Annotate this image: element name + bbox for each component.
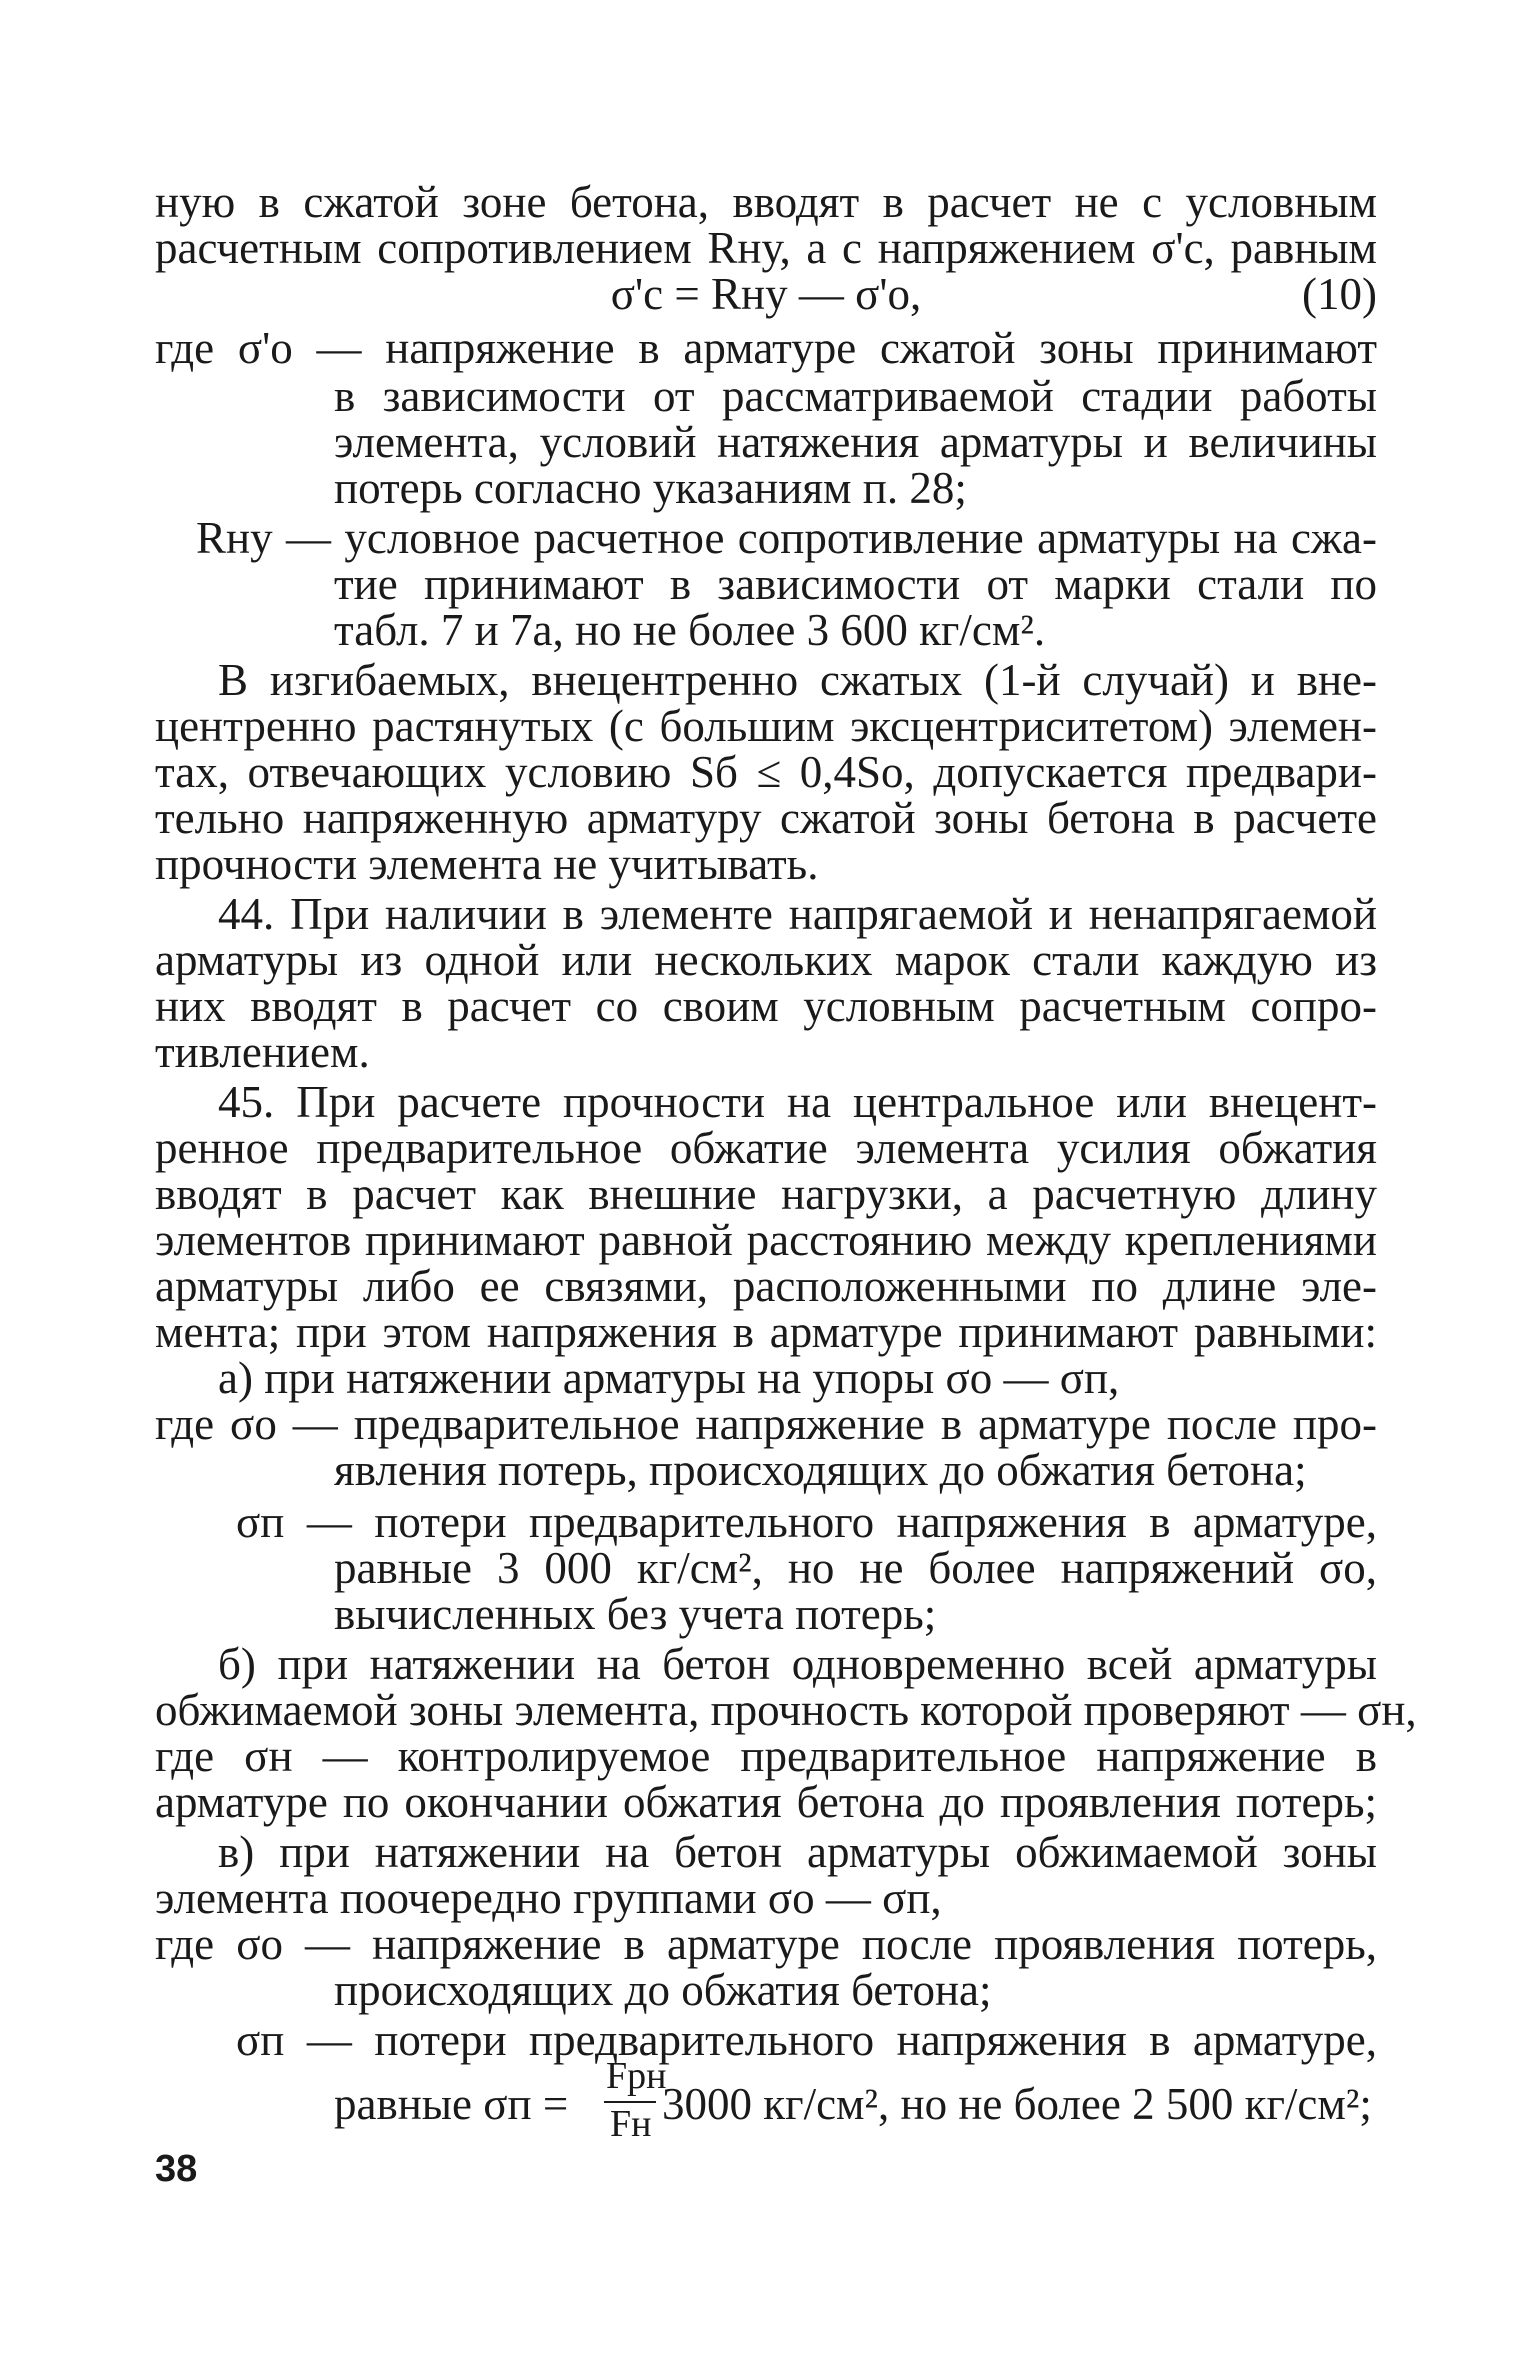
equation-10: σ'с = Rну — σ'о, [610,269,922,319]
text-line: происходящих до обжатия бетона; [334,1965,992,2015]
text-line: обжимаемой зоны элемента, прочность которой проверяют — σн, [155,1685,1417,1735]
text-line: мента; при этом напряжения в арматуре принимают равными: [155,1307,1377,1357]
text-line: 45. При расчете прочности на центральное или внецент- [218,1077,1377,1127]
text-line: элемента, условий натяжения арматуры и величины [334,417,1377,467]
text-line: равные 3 000 кг/см², но не более напряжений σо, [334,1543,1377,1593]
text-line: вводят в расчет как внешние нагрузки, а расчетную длину [155,1169,1377,1219]
text-line: тие принимают в зависимости от марки стали по [334,559,1377,609]
text-line: В изгибаемых, внецентренно сжатых (1-й случай) и вне- [218,655,1377,705]
text-line: ную в сжатой зоне бетона, вводят в расчет не с условным [155,177,1377,227]
text-line: где σо — предварительное напряжение в арматуре после про- [155,1399,1377,1449]
text-line: в зависимости от рассматриваемой стадии работы [334,371,1377,421]
text-line: в) при натяжении на бетон арматуры обжимаемой зоны [218,1827,1377,1877]
text-line: Rну — условное расчетное сопротивление арматуры на сжа- [196,513,1377,563]
text-line: них вводят в расчет со своим условным расчетным сопро- [155,981,1377,1031]
formula-prefix: равные σп = [334,2079,569,2129]
text-line: потерь согласно указаниям п. 28; [334,463,967,513]
text-line: элементов принимают равной расстоянию между креплениями [155,1215,1377,1265]
text-line: арматуры либо ее связями, расположенными по длине эле- [155,1261,1377,1311]
text-line: тельно напряженную арматуру сжатой зоны бетона в расчете [155,793,1377,843]
text-line: ренное предварительное обжатие элемента усилия обжатия [155,1123,1377,1173]
text-line: тивлением. [155,1027,370,1077]
text-line: где σн — контролируемое предварительное напряжение в [155,1731,1377,1781]
text-line: 44. При наличии в элементе напрягаемой и ненапрягаемой [218,889,1377,939]
text-line: арматуре по окончании обжатия бетона до проявления потерь; [155,1777,1377,1827]
text-line: σп — потери предварительного напряжения в арматуре, [236,1497,1377,1547]
text-line: явления потерь, происходящих до обжатия бетона; [334,1445,1307,1495]
text-line: арматуры из одной или нескольких марок стали каждую из [155,935,1377,985]
equation-number: (10) [1302,269,1377,319]
text-line: расчетным сопротивлением Rну, а с напряжением σ'с, равным [155,223,1377,273]
text-line: где σо — напряжение в арматуре после проявления потерь, [155,1919,1377,1969]
text-line: б) при натяжении на бетон одновременно всей арматуры [218,1639,1377,1689]
text-line: центренно растянутых (с большим эксцентриситетом) элемен- [155,701,1377,751]
formula-suffix: 3000 кг/см², но не более 2 500 кг/см²; [662,2079,1372,2129]
text-line: вычисленных без учета потерь; [334,1589,937,1639]
text-line: а) при натяжении арматуры на упоры σо — σп, [218,1353,1120,1403]
fraction-denominator: Fн [610,2103,652,2145]
text-line: где σ'о — напряжение в арматуре сжатой зоны принимают [155,323,1377,373]
text-line: табл. 7 и 7а, но не более 3 600 кг/см². [334,605,1046,655]
text-line: элемента поочередно группами σо — σп, [155,1873,942,1923]
page-number: 38 [155,2148,198,2190]
text-line: тах, отвечающих условию Sб ≤ 0,4Sо, допускается предвари- [155,747,1377,797]
text-line: прочности элемента не учитывать. [155,839,819,889]
fraction-numerator: Fрн [606,2055,667,2097]
text-line: σп — потери предварительного напряжения в арматуре, [236,2015,1377,2065]
